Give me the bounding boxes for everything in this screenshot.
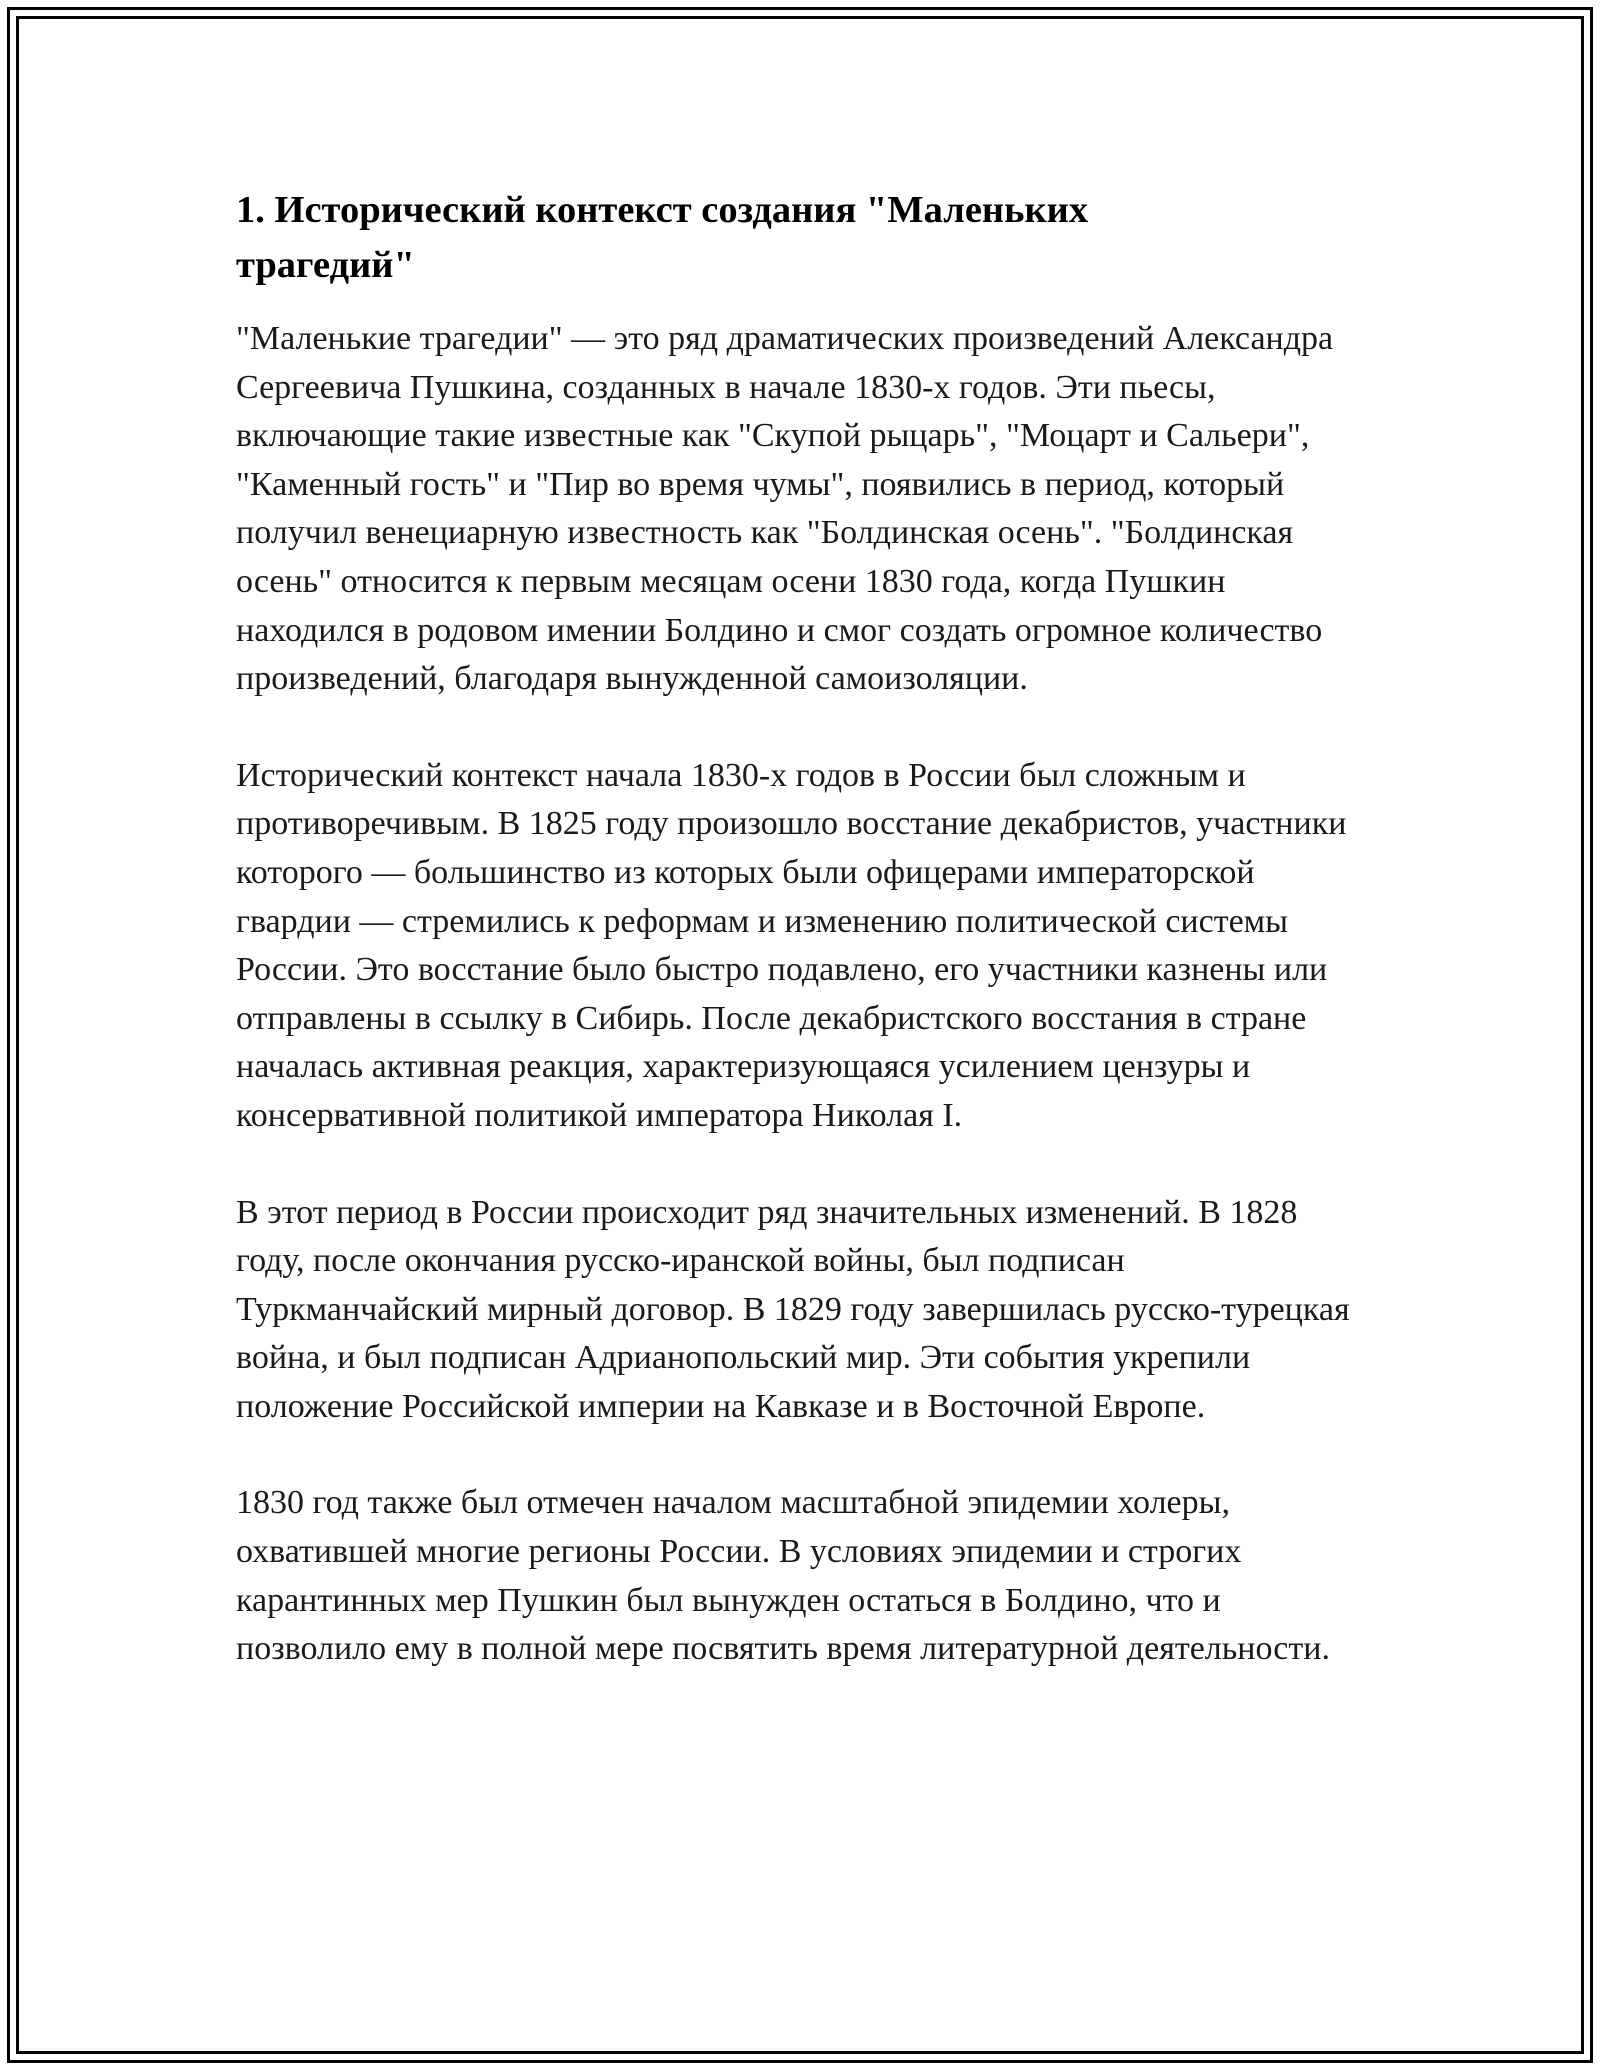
section-heading: 1. Исторический контекст создания "Маленьких трагедий" (236, 189, 1089, 286)
paragraph-cholera-epidemic: 1830 год также был отмечен началом масштабной эпидемии холеры, охватившей многие регионы России. В условиях эпидемии и строгих карантинных мер Пушкин был вынужден остаться в Болдино, что и позволило ему в полной мере посвятить время литературной деятельности. (236, 1484, 1330, 1668)
paragraph-historical-context: Исторический контекст начала 1830-х годов в России был сложным и противоречивым. В 1825 году произошло восстание декабристов, участники которого — большинство из которых были офицерами императорской гвардии — стремились к реформам и изменению политической системы России. Это восстание было быстро подавлено, его участники казнены или отправлены в ссылку в Сибирь. После декабристского восстания в стране началась активная реакция, характеризующаяся усилением цензуры и консервативной политикой императора Николая I. (236, 756, 1347, 1134)
document-body (236, 183, 1366, 1674)
paragraph-boldino-autumn: "Маленькие трагедии" — это ряд драматических произведений Александра Сергеевича Пушкина, созданных в начале 1830-х годов. Эти пьесы, включающие такие известные как "Скупой рыцарь", "Моцарт и Сальери", "Каменный гость" и "Пир во время чумы", появились в период, который получил венециарную известность как "Болдинская осень". "Болдинская осень" относится к первым месяцам осени 1830 года, когда Пушкин находился в родовом имении Болдино и смог создать огромное количество произведений, благодаря вынужденной самоизоляции. (236, 320, 1334, 698)
paragraph-peace-treaties: В этот период в России происходит ряд значительных изменений. В 1828 году, после окончания русско-иранской войны, был подписан Туркманчайский мирный договор. В 1829 году завершилась русско-турецкая война, и был подписан Адрианопольский мир. Эти события укрепили положение Российской империи на Кавказе и в Восточной Европе. (236, 1193, 1350, 1425)
